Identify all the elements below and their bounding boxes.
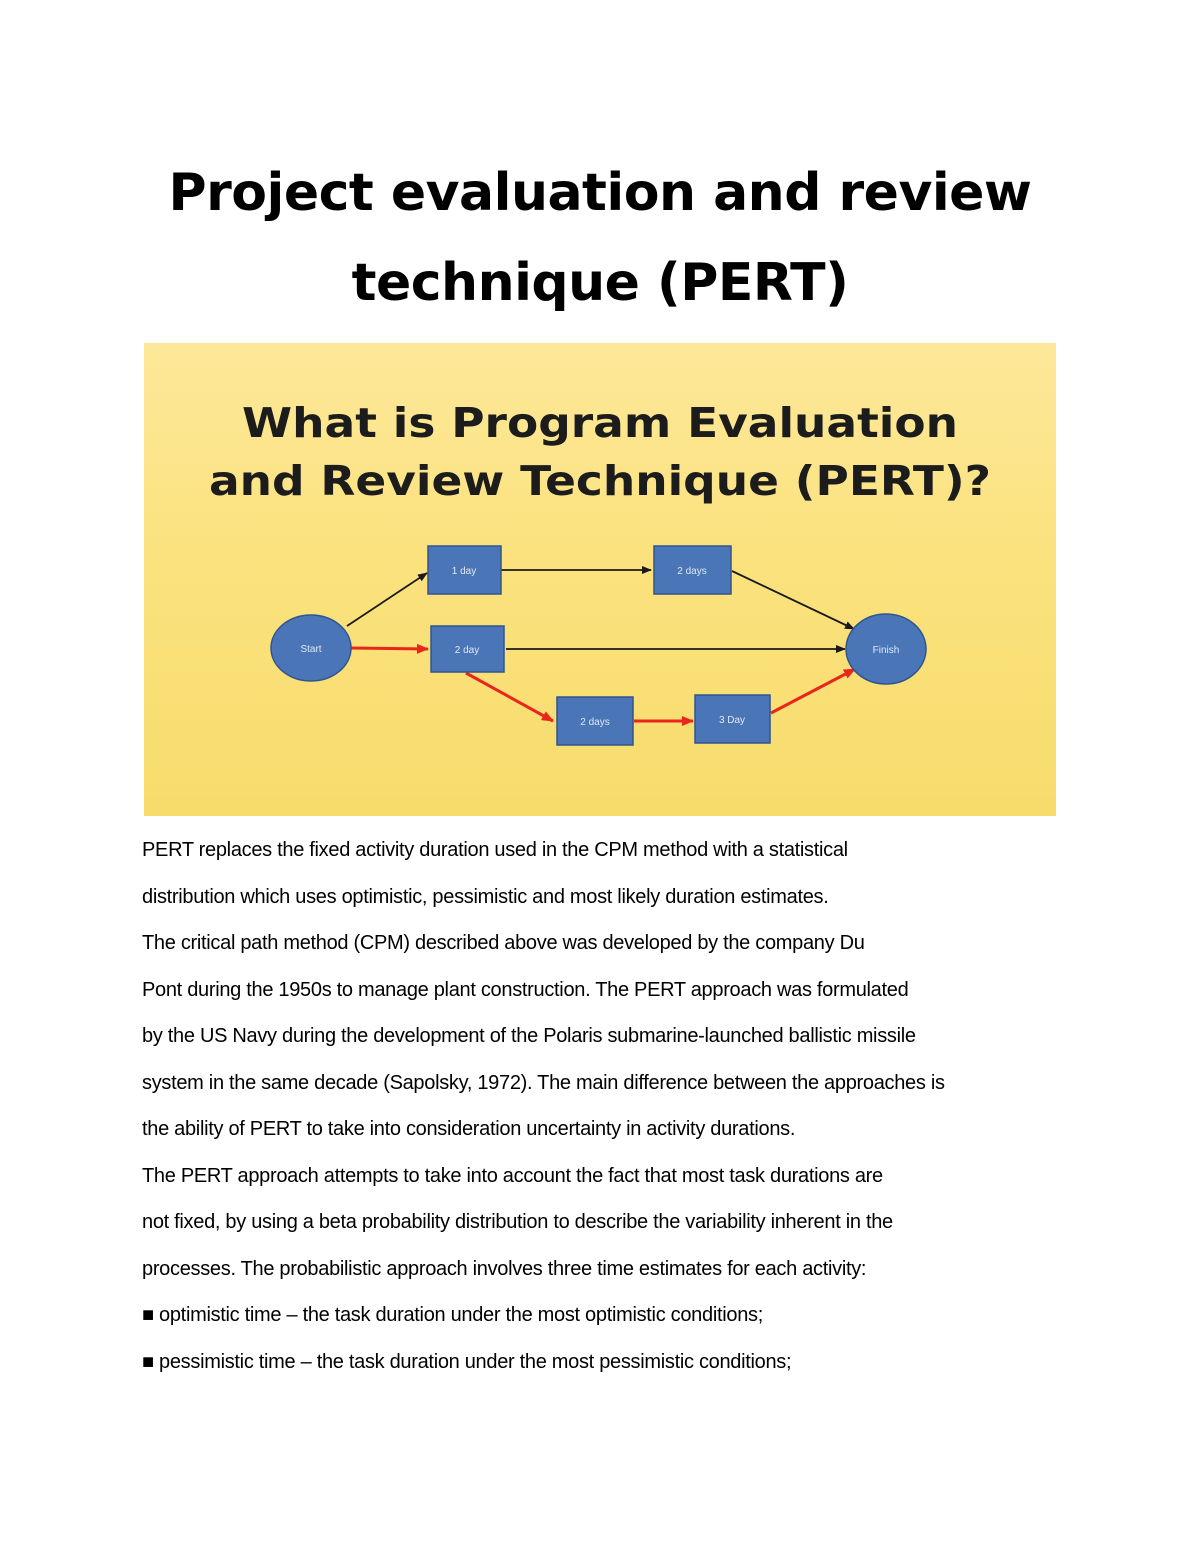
node-2days-top-label: 2 days	[677, 566, 707, 577]
body-line: PERT replaces the fixed activity duration used in the CPM method with a statistical	[142, 839, 848, 861]
diagram-heading-line-1: What is Program Evaluation	[242, 399, 958, 447]
node-start-label: Start	[300, 644, 322, 655]
diagram-heading-line-2: and Review Technique (PERT)?	[209, 457, 991, 505]
critical-arrow-start-to-2day	[349, 648, 428, 649]
pert-diagram-image	[144, 343, 1056, 816]
pert-network-diagram	[144, 343, 1056, 816]
critical-arrow-3day-to-finish	[771, 669, 855, 713]
body-line: processes. The probabilistic approach involves three time estimates for each activity:	[142, 1257, 867, 1280]
arrow-start-to-1day	[347, 573, 427, 626]
page-title	[0, 148, 1200, 328]
node-2day-label: 2 day	[454, 645, 480, 656]
body-line: not fixed, by using a beta probability distribution to describe the variability inherent in the	[142, 1211, 893, 1233]
bullet-pessimistic-time: ■ pessimistic time – the task duration under the most pessimistic conditions;	[142, 1350, 792, 1373]
node-2days-bottom-label: 2 days	[580, 717, 610, 728]
body-line: the ability of PERT to take into consideration uncertainty in activity durations.	[142, 1118, 796, 1140]
body-line: distribution which uses optimistic, pessimistic and most likely duration estimates.	[142, 885, 829, 908]
body-line: by the US Navy during the development of the Polaris submarine-launched ballistic missile	[142, 1025, 916, 1047]
node-3day-label: 3 Day	[718, 715, 746, 726]
node-1day-label: 1 day	[451, 566, 477, 577]
arrow-2days-to-finish	[732, 571, 854, 629]
bullet-optimistic-time: ■ optimistic time – the task duration under the most optimistic conditions;	[142, 1304, 763, 1326]
body-line: The PERT approach attempts to take into account the fact that most task durations are	[142, 1164, 883, 1187]
body-text	[142, 832, 1062, 1390]
body-line: Pont during the 1950s to manage plant construction. The PERT approach was formulated	[142, 978, 909, 1001]
page-title-line-2: technique (PERT)	[351, 253, 849, 313]
body-line: The critical path method (CPM) described above was developed by the company Du	[142, 932, 865, 954]
body-line: system in the same decade (Sapolsky, 1972). The main difference between the approaches is	[142, 1071, 945, 1094]
critical-arrow-2day-to-2days	[466, 673, 553, 721]
page-title-line-1: Project evaluation and review	[168, 163, 1032, 223]
node-finish-label: Finish	[872, 645, 900, 656]
